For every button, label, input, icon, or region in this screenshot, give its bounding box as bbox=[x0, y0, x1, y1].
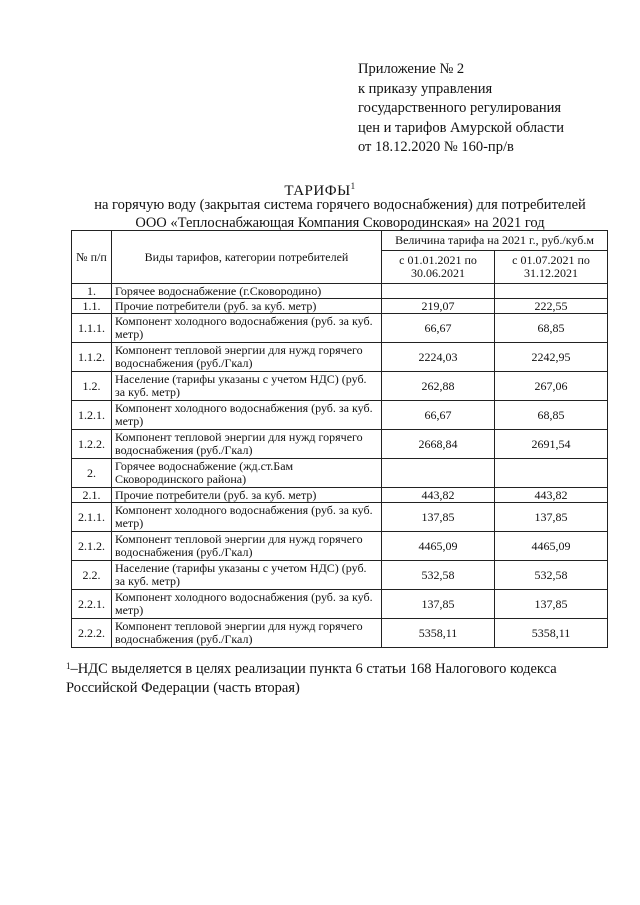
header-num: № п/п bbox=[72, 231, 112, 284]
row-category: Компонент холодного водоснабжения (руб. за куб. метр) bbox=[112, 590, 382, 619]
row-value-period-1: 66,67 bbox=[382, 314, 495, 343]
row-value-period-2: 222,55 bbox=[495, 299, 608, 314]
subtitle-line: ООО «Теплоснабжающая Компания Сковородинская» на 2021 год bbox=[135, 215, 545, 231]
row-number: 2.2.1. bbox=[72, 590, 112, 619]
appendix-line: от 18.12.2020 № 160-пр/в bbox=[358, 139, 514, 155]
appendix-header bbox=[358, 60, 628, 158]
row-category: Компонент холодного водоснабжения (руб. за куб. метр) bbox=[112, 401, 382, 430]
row-category: Компонент тепловой энергии для нужд горячего водоснабжения (руб./Гкал) bbox=[112, 532, 382, 561]
appendix-line: цен и тарифов Амурской области bbox=[358, 119, 565, 136]
row-number: 1.2.2. bbox=[72, 430, 112, 459]
table-row bbox=[72, 299, 608, 314]
table-row bbox=[72, 314, 608, 343]
row-value-period-2: 68,85 bbox=[495, 401, 608, 430]
row-category: Горячее водоснабжение (г.Сковородино) bbox=[112, 284, 382, 299]
row-value-period-2: 5358,11 bbox=[495, 619, 608, 648]
row-value-period-1: 443,82 bbox=[382, 488, 495, 503]
row-category: Компонент тепловой энергии для нужд горячего водоснабжения (руб./Гкал) bbox=[112, 430, 382, 459]
appendix-line: Приложение № 2 bbox=[358, 61, 465, 77]
row-value-period-1: 4465,09 bbox=[382, 532, 495, 561]
row-value-period-1: 5358,11 bbox=[382, 619, 495, 648]
row-value-period-2: 267,06 bbox=[495, 372, 608, 401]
row-category: Горячее водоснабжение (жд.ст.Бам Сковородинского района) bbox=[112, 459, 382, 488]
row-category: Прочие потребители (руб. за куб. метр) bbox=[112, 488, 382, 503]
row-value-period-2: 443,82 bbox=[495, 488, 608, 503]
row-value-period-1: 66,67 bbox=[382, 401, 495, 430]
row-number: 1.1. bbox=[72, 299, 112, 314]
row-value-period-2: 68,85 bbox=[495, 314, 608, 343]
row-value-period-1: 137,85 bbox=[382, 590, 495, 619]
table-row bbox=[72, 401, 608, 430]
header-value-group: Величина тарифа на 2021 г., руб./куб.м bbox=[382, 231, 608, 251]
row-number: 2.1. bbox=[72, 488, 112, 503]
footnote bbox=[66, 660, 626, 698]
row-number: 2.1.1. bbox=[72, 503, 112, 532]
row-number: 1.1.2. bbox=[72, 343, 112, 372]
title-text: ТАРИФЫ bbox=[284, 183, 351, 199]
row-number: 2. bbox=[72, 459, 112, 488]
row-value-period-1: 219,07 bbox=[382, 299, 495, 314]
row-value-period-2: 137,85 bbox=[495, 590, 608, 619]
table-row bbox=[72, 372, 608, 401]
row-value-period-2: 4465,09 bbox=[495, 532, 608, 561]
appendix-line: к приказу управления bbox=[358, 80, 493, 97]
row-category: Население (тарифы указаны с учетом НДС) (руб. за куб. метр) bbox=[112, 372, 382, 401]
table-row bbox=[72, 343, 608, 372]
appendix-line: государственного регулирования bbox=[358, 100, 562, 116]
table-row bbox=[72, 488, 608, 503]
row-category: Компонент тепловой энергии для нужд горячего водоснабжения (руб./Гкал) bbox=[112, 343, 382, 372]
row-number: 1.1.1. bbox=[72, 314, 112, 343]
row-number: 1.2.1. bbox=[72, 401, 112, 430]
table-row bbox=[72, 459, 608, 488]
document-subtitle bbox=[70, 196, 610, 232]
tariff-table bbox=[71, 230, 608, 648]
row-value-period-1: 262,88 bbox=[382, 372, 495, 401]
header-period-2: с 01.07.2021 по 31.12.2021 bbox=[495, 251, 608, 284]
row-category: Прочие потребители (руб. за куб. метр) bbox=[112, 299, 382, 314]
row-number: 1.2. bbox=[72, 372, 112, 401]
row-value-period-2: 2242,95 bbox=[495, 343, 608, 372]
row-value-period-1 bbox=[382, 284, 495, 299]
subtitle-line: на горячую воду (закрытая система горячего водоснабжения) для потребителей bbox=[94, 197, 586, 213]
table-row bbox=[72, 619, 608, 648]
table-row bbox=[72, 590, 608, 619]
row-category: Компонент холодного водоснабжения (руб. за куб. метр) bbox=[112, 503, 382, 532]
row-category: Население (тарифы указаны с учетом НДС) (руб. за куб. метр) bbox=[112, 561, 382, 590]
row-number: 2.1.2. bbox=[72, 532, 112, 561]
row-value-period-1: 2668,84 bbox=[382, 430, 495, 459]
row-category: Компонент холодного водоснабжения (руб. за куб. метр) bbox=[112, 314, 382, 343]
table-row bbox=[72, 532, 608, 561]
row-value-period-2: 532,58 bbox=[495, 561, 608, 590]
row-value-period-2: 137,85 bbox=[495, 503, 608, 532]
footnote-text: –НДС выделяется в целях реализации пункта 6 статьи 168 Налогового кодекса Российской Федерации (часть вторая) bbox=[66, 661, 557, 696]
row-value-period-2 bbox=[495, 459, 608, 488]
title-footnote-mark: 1 bbox=[350, 181, 356, 191]
table-row bbox=[72, 430, 608, 459]
row-number: 2.2. bbox=[72, 561, 112, 590]
row-category: Компонент тепловой энергии для нужд горячего водоснабжения (руб./Гкал) bbox=[112, 619, 382, 648]
table-row bbox=[72, 561, 608, 590]
row-value-period-1: 2224,03 bbox=[382, 343, 495, 372]
table-header-row bbox=[72, 231, 608, 251]
row-number: 2.2.2. bbox=[72, 619, 112, 648]
header-kind: Виды тарифов, категории потребителей bbox=[112, 231, 382, 284]
footnote-mark: 1 bbox=[66, 661, 71, 671]
row-value-period-2: 2691,54 bbox=[495, 430, 608, 459]
row-value-period-2 bbox=[495, 284, 608, 299]
row-value-period-1 bbox=[382, 459, 495, 488]
table-row bbox=[72, 284, 608, 299]
header-period-1: с 01.01.2021 по 30.06.2021 bbox=[382, 251, 495, 284]
table-row bbox=[72, 503, 608, 532]
row-value-period-1: 137,85 bbox=[382, 503, 495, 532]
row-value-period-1: 532,58 bbox=[382, 561, 495, 590]
row-number: 1. bbox=[72, 284, 112, 299]
